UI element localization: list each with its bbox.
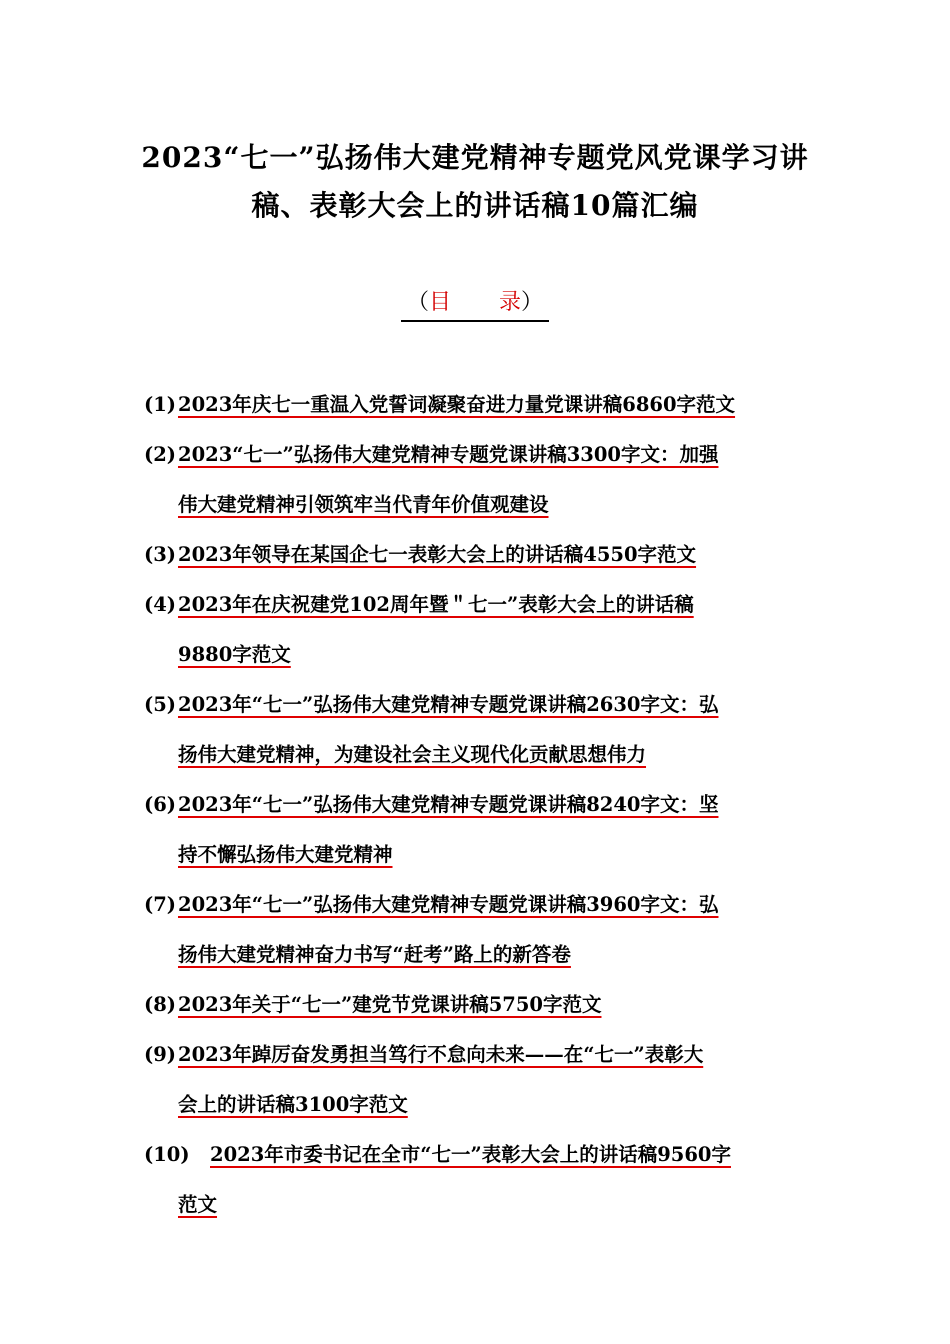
toc-link-line-1[interactable]: 2023年关于“七一”建党节党课讲稿5750字范文	[178, 993, 602, 1016]
toc-heading-underlined	[401, 288, 549, 322]
toc-heading	[0, 288, 950, 322]
toc-number: (9)	[144, 1043, 177, 1066]
toc-number: (10)	[144, 1143, 190, 1166]
toc-number: (8)	[144, 993, 177, 1016]
toc-link-line-2[interactable]: 9880字范文	[178, 643, 291, 666]
toc-link-line-1[interactable]: 2023年市委书记在全市“七一”表彰大会上的讲话稿9560字	[210, 1143, 731, 1166]
title-line-2: 稿、表彰大会上的讲话稿10篇汇编	[251, 189, 699, 222]
toc-link-line-1[interactable]: 2023年“七一”弘扬伟大建党精神专题党课讲稿2630字文：弘	[178, 693, 719, 716]
toc-link-line-2[interactable]: 扬伟大建党精神奋力书写“赶考”路上的新答卷	[178, 943, 571, 966]
toc-number: (7)	[144, 893, 177, 916]
toc-link-line-2[interactable]: 扬伟大建党精神，为建设社会主义现代化贡献思想伟力	[178, 743, 647, 766]
toc-number: (3)	[144, 543, 177, 566]
toc-link-line-1[interactable]: 2023年“七一”弘扬伟大建党精神专题党课讲稿3960字文：弘	[178, 893, 719, 916]
toc-char-lu: 录	[499, 290, 522, 315]
toc-number: (2)	[144, 443, 177, 466]
toc-link-line-2[interactable]: 范文	[178, 1193, 218, 1216]
toc-link-line-2[interactable]: 伟大建党精神引领筑牢当代青年价值观建设	[178, 493, 549, 516]
toc-number: (4)	[144, 593, 177, 616]
toc-link-line-1[interactable]: 2023年在庆祝建党102周年暨＂七一”表彰大会上的讲话稿	[178, 593, 694, 616]
toc-number: (5)	[144, 693, 177, 716]
toc-close-paren: ）	[521, 290, 544, 315]
toc-number: (6)	[144, 793, 177, 816]
toc-number: (1)	[144, 393, 177, 416]
toc-open-paren: （	[406, 290, 429, 315]
document-title	[60, 134, 890, 230]
toc-link-line-1[interactable]: 2023“七一”弘扬伟大建党精神专题党课讲稿3300字文：加强	[178, 443, 719, 466]
toc-link-line-1[interactable]: 2023年庆七一重温入党誓词凝聚奋进力量党课讲稿6860字范文	[178, 393, 736, 416]
toc-char-mu: 目	[428, 290, 451, 315]
toc-link-line-1[interactable]: 2023年踔厉奋发勇担当笃行不怠向未来——在“七一”表彰大	[178, 1043, 704, 1066]
title-line-1: 2023“七一”弘扬伟大建党精神专题党风党课学习讲	[141, 141, 809, 174]
toc-link-line-2[interactable]: 持不懈弘扬伟大建党精神	[178, 843, 393, 866]
toc-link-line-2[interactable]: 会上的讲话稿3100字范文	[178, 1093, 408, 1116]
toc-link-line-1[interactable]: 2023年领导在某国企七一表彰大会上的讲话稿4550字范文	[178, 543, 697, 566]
toc-link-line-1[interactable]: 2023年“七一”弘扬伟大建党精神专题党课讲稿8240字文：坚	[178, 793, 719, 816]
